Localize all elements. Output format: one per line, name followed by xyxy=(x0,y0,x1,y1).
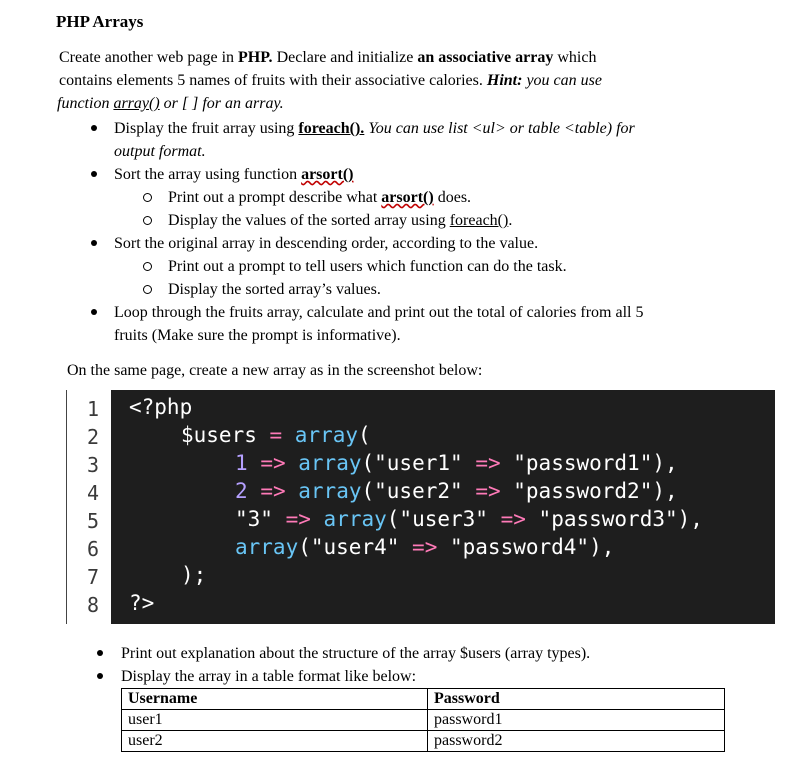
code-line: ); xyxy=(181,563,207,587)
code-line: array("user4" => "password4"), xyxy=(235,535,615,559)
table-row xyxy=(122,731,725,752)
intro-line-1: Create another web page in PHP. Declare and initialize an associative array which xyxy=(59,49,597,66)
code-block xyxy=(66,390,775,624)
line-number: 2 xyxy=(86,425,100,449)
bullet-dot xyxy=(91,125,97,131)
bullet-foreach: Display the fruit array using foreach(). You can use list <ul> or table <table) for xyxy=(114,120,635,137)
bullet-explain-structure: Print out explanation about the structure of the array $users (array types). xyxy=(121,645,591,662)
sub-bullet-circle xyxy=(143,285,152,294)
code-line: 2 => array("user2" => "password2"), xyxy=(235,479,678,503)
bullet-dot xyxy=(97,650,103,656)
table-row xyxy=(122,710,725,731)
cell-username: user1 xyxy=(122,710,428,731)
code-line: "3" => array("user3" => "password3"), xyxy=(235,507,703,531)
same-page-instruction: On the same page, create a new array as in the screenshot below: xyxy=(67,362,483,379)
cell-username: user2 xyxy=(122,731,428,752)
cell-password: password1 xyxy=(428,710,725,731)
sub-bullet-prompt-function: Print out a prompt to tell users which function can do the task. xyxy=(168,258,567,275)
intro-line-2: contains elements 5 names of fruits with their associative calories. Hint: you can use xyxy=(59,72,602,89)
header-password: Password xyxy=(428,689,725,710)
bullet-arsort: Sort the array using function arsort() xyxy=(114,166,354,183)
bullet-sort-descending: Sort the original array in descending order, according to the value. xyxy=(114,235,539,252)
bullet-dot xyxy=(91,309,97,315)
users-table xyxy=(121,688,725,752)
line-number: 3 xyxy=(86,453,100,477)
sub-bullet-display-values: Display the sorted array’s values. xyxy=(168,281,381,298)
bullet-dot xyxy=(97,673,103,679)
line-number: 6 xyxy=(86,537,100,561)
code-line: ?> xyxy=(129,591,155,615)
sub-bullet-display-sorted: Display the values of the sorted array using foreach(). xyxy=(168,212,513,229)
sub-bullet-arsort-describe: Print out a prompt describe what arsort() does. xyxy=(168,189,472,206)
cell-password: password2 xyxy=(428,731,725,752)
bullet-total-calories-line2: fruits (Make sure the prompt is informative). xyxy=(114,327,401,344)
bullet-dot xyxy=(91,171,97,177)
line-number: 5 xyxy=(86,509,100,533)
code-line: <?php xyxy=(129,395,193,419)
code-line: 1 => array("user1" => "password1"), xyxy=(235,451,678,475)
line-number: 1 xyxy=(86,397,100,421)
line-number: 8 xyxy=(86,593,100,617)
header-username: Username xyxy=(122,689,428,710)
line-number: 7 xyxy=(86,565,100,589)
bullet-dot xyxy=(91,240,97,246)
code-line: $users = array( xyxy=(181,423,371,447)
line-number: 4 xyxy=(86,481,100,505)
bullet-foreach-line2: output format. xyxy=(114,143,206,160)
table-header-row xyxy=(122,689,725,710)
page-title: PHP Arrays xyxy=(56,12,144,31)
bullet-display-table: Display the array in a table format like below: xyxy=(121,668,417,685)
bullet-total-calories: Loop through the fruits array, calculate and print out the total of calories from all 5 xyxy=(114,304,644,321)
sub-bullet-circle xyxy=(143,262,152,271)
sub-bullet-circle xyxy=(143,193,152,202)
sub-bullet-circle xyxy=(143,216,152,225)
intro-line-3: function array() or [ ] for an array. xyxy=(57,95,284,112)
